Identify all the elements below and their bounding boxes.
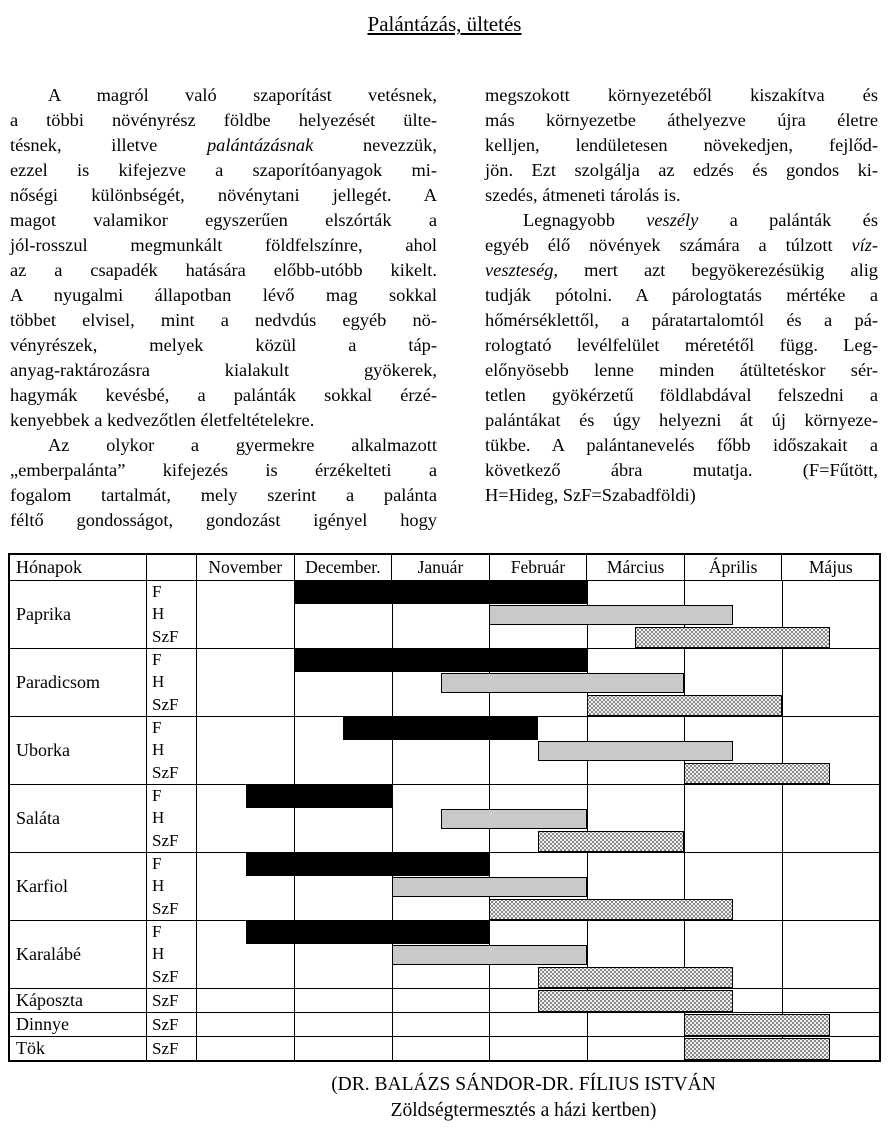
season-type-label: F — [152, 786, 162, 806]
table-header-row — [10, 555, 879, 580]
season-type-label: H — [152, 672, 165, 692]
schedule-bar — [587, 695, 782, 716]
schedule-area — [197, 717, 879, 784]
text-line: tudják pótolni. A párologtatás mértéke a — [485, 285, 878, 305]
season-type-label: SzF — [152, 830, 179, 850]
season-type-label: SzF — [152, 1038, 179, 1058]
crop-row — [10, 988, 879, 1012]
season-type-column — [147, 989, 197, 1012]
season-type-label: SzF — [152, 762, 179, 782]
text-line: tetlen gyökérzetű földlabdával felszedni a — [485, 385, 878, 405]
citation-line-1: (DR. BALÁZS SÁNDOR-DR. FÍLIUS ISTVÁN — [331, 1074, 716, 1095]
season-type-label: H — [152, 808, 165, 828]
season-type-label: F — [152, 718, 162, 738]
schedule-area — [197, 785, 879, 852]
month-divider — [392, 989, 393, 1012]
text-line: „emberpalánta” kifejezés is érzékelteti a — [10, 460, 437, 480]
month-header-row — [197, 555, 879, 580]
text-line: ezzel is kifejezve a szaporítóanyagok mi- — [10, 160, 437, 180]
season-type-column — [147, 649, 197, 716]
season-type-column — [147, 1037, 197, 1060]
month-header: Május — [781, 555, 879, 580]
text-line: jól-rosszul megmunkált földfelszínre, ahol — [10, 235, 437, 255]
crop-row — [10, 716, 879, 784]
article-right-column — [485, 83, 878, 533]
month-divider — [782, 649, 783, 716]
schedule-bar — [538, 990, 733, 1012]
schedule-bar — [635, 627, 830, 648]
text-line: a többi növényrész földbe helyezését ülte- — [10, 110, 437, 130]
month-divider — [587, 1037, 588, 1060]
schedule-bar — [441, 673, 685, 694]
month-divider — [782, 853, 783, 920]
month-divider — [782, 785, 783, 852]
crop-name: Tök — [10, 1037, 147, 1060]
schedule-area — [197, 921, 879, 988]
month-divider — [392, 1013, 393, 1036]
month-divider — [294, 989, 295, 1012]
month-divider — [489, 1013, 490, 1036]
month-header: Január — [391, 555, 489, 580]
season-type-label: F — [152, 922, 162, 942]
season-type-column — [147, 581, 197, 648]
text-line: nőségi különbségét, növénytani jellegét. A — [10, 185, 437, 205]
season-type-label: SzF — [152, 1014, 179, 1034]
text-line: kelljen, lendületesen növekedjen, fejlőd- — [485, 135, 878, 155]
crop-name: Saláta — [10, 785, 147, 852]
crop-name: Karalábé — [10, 921, 147, 988]
text-line: egyéb élő növények számára a túlzott víz- — [485, 235, 878, 255]
text-line: fogalom tartalmát, mely szerint a palánta — [10, 485, 437, 505]
month-divider — [684, 785, 685, 852]
schedule-area — [197, 853, 879, 920]
table-corner-header: Hónapok — [10, 555, 147, 580]
season-type-column — [147, 1013, 197, 1036]
month-divider — [294, 717, 295, 784]
crop-name: Karfiol — [10, 853, 147, 920]
crop-name: Dinnye — [10, 1013, 147, 1036]
month-divider — [392, 785, 393, 852]
citation-line-2: Zöldségtermesztés a házi kertben) — [390, 1100, 657, 1121]
crop-row — [10, 580, 879, 648]
season-type-label: H — [152, 604, 165, 624]
text-line: szedés, átmeneti tárolás is. — [485, 185, 681, 205]
crop-row — [10, 920, 879, 988]
text-line: megszokott környezetéből kiszakítva és — [485, 85, 878, 105]
season-type-label: F — [152, 650, 162, 670]
schedule-bar — [684, 1014, 830, 1036]
text-line: az a csapadék hatására előbb-utóbb kikelt. — [10, 260, 437, 280]
text-line: vényrészek, melyek közül a táp- — [10, 335, 437, 355]
text-line: féltő gondosságot, gondozást igényel hogy — [10, 510, 437, 530]
citation — [0, 1072, 889, 1124]
text-line: A nyugalmi állapotban lévő mag sokkal — [10, 285, 437, 305]
schedule-area — [197, 581, 879, 648]
season-type-column — [147, 717, 197, 784]
planting-schedule-table — [8, 553, 881, 1062]
season-type-label: H — [152, 740, 165, 760]
crop-row — [10, 852, 879, 920]
schedule-bar — [538, 967, 733, 988]
text-line: rologtató levélfelület méretétől függ. Leg- — [485, 335, 878, 355]
month-divider — [489, 1037, 490, 1060]
month-divider — [294, 1037, 295, 1060]
text-line: következő ábra mutatja. (F=Fűtött, — [485, 460, 878, 480]
month-divider — [782, 921, 783, 988]
schedule-area — [197, 1037, 879, 1060]
text-line: más környezetbe áthelyezve újra életre — [485, 110, 878, 130]
month-header: Március — [586, 555, 684, 580]
text-line: hőmérséklettől, a páratartalomtól és a pá- — [485, 310, 878, 330]
crop-row — [10, 1036, 879, 1060]
text-line: előnyösebb lenne minden átültetéskor sér- — [485, 360, 878, 380]
crop-row — [10, 784, 879, 852]
schedule-area — [197, 1013, 879, 1036]
season-type-label: SzF — [152, 898, 179, 918]
month-divider — [587, 1013, 588, 1036]
document-page — [0, 12, 889, 1142]
schedule-bar — [246, 785, 392, 808]
text-line: hagymák kevésbé, a palánták sokkal érzé- — [10, 385, 437, 405]
schedule-bar — [392, 945, 587, 966]
schedule-bar — [441, 809, 587, 830]
season-type-label: F — [152, 854, 162, 874]
month-divider — [294, 1013, 295, 1036]
schedule-area — [197, 649, 879, 716]
month-header: December. — [294, 555, 392, 580]
text-line: palántákat és úgy helyezni át új környeze- — [485, 410, 878, 430]
season-type-label: H — [152, 876, 165, 896]
page-title: Palántázás, ültetés — [367, 12, 522, 36]
schedule-bar — [343, 717, 538, 740]
schedule-area — [197, 989, 879, 1012]
article-left-column — [10, 83, 437, 533]
season-type-label: SzF — [152, 990, 179, 1010]
crop-name: Uborka — [10, 717, 147, 784]
text-line: Legnagyobb veszély a palánták és — [523, 210, 878, 230]
season-type-column — [147, 853, 197, 920]
season-type-label: H — [152, 944, 165, 964]
schedule-bar — [294, 649, 586, 672]
season-type-column — [147, 785, 197, 852]
crop-name: Paradicsom — [10, 649, 147, 716]
month-header: November — [208, 557, 283, 577]
text-line: tésnek, illetve palántázásnak nevezzük, — [10, 135, 437, 155]
month-header: Február — [489, 555, 587, 580]
text-line: magot valamikor egyszerűen elszórták a — [10, 210, 437, 230]
text-line: anyag-raktározásra kialakult gyökerek, — [10, 360, 437, 380]
season-type-label: F — [152, 582, 162, 602]
article-body — [0, 83, 889, 533]
season-type-label: SzF — [152, 694, 179, 714]
crop-row — [10, 1012, 879, 1036]
text-line: tükbe. A palántanevelés főbb időszakait a — [485, 435, 878, 455]
text-line: A magról való szaporítást vetésnek, — [48, 85, 437, 105]
schedule-bar — [538, 831, 684, 852]
schedule-bar — [246, 921, 490, 944]
schedule-bar — [246, 853, 490, 876]
text-line: Az olykor a gyermekre alkalmazott — [48, 435, 437, 455]
month-divider — [489, 989, 490, 1012]
text-line: veszteség, mert azt begyökerezésükig alig — [485, 260, 878, 280]
season-type-label: SzF — [152, 626, 179, 646]
text-line: többet elvisel, mint a nedvdús egyéb nö- — [10, 310, 437, 330]
month-header: Április — [684, 555, 782, 580]
text-line: jön. Ezt szolgálja az edzés és gondos ki- — [485, 160, 878, 180]
crop-name: Káposzta — [10, 989, 147, 1012]
season-type-label: SzF — [152, 966, 179, 986]
crop-name: Paprika — [10, 581, 147, 648]
crop-row — [10, 648, 879, 716]
month-divider — [392, 1037, 393, 1060]
table-type-header — [147, 555, 197, 580]
text-line: H=Hideg, SzF=Szabadföldi) — [485, 485, 696, 505]
schedule-bar — [684, 1038, 830, 1060]
season-type-column — [147, 921, 197, 988]
schedule-bar — [684, 763, 830, 784]
text-line: kenyebbek a kedvezőtlen életfeltételekre. — [10, 410, 315, 430]
schedule-bar — [538, 741, 733, 762]
schedule-bar — [392, 877, 587, 898]
schedule-bar — [489, 605, 733, 626]
month-divider — [782, 989, 783, 1012]
schedule-bar — [489, 899, 733, 920]
schedule-bar — [294, 581, 586, 604]
